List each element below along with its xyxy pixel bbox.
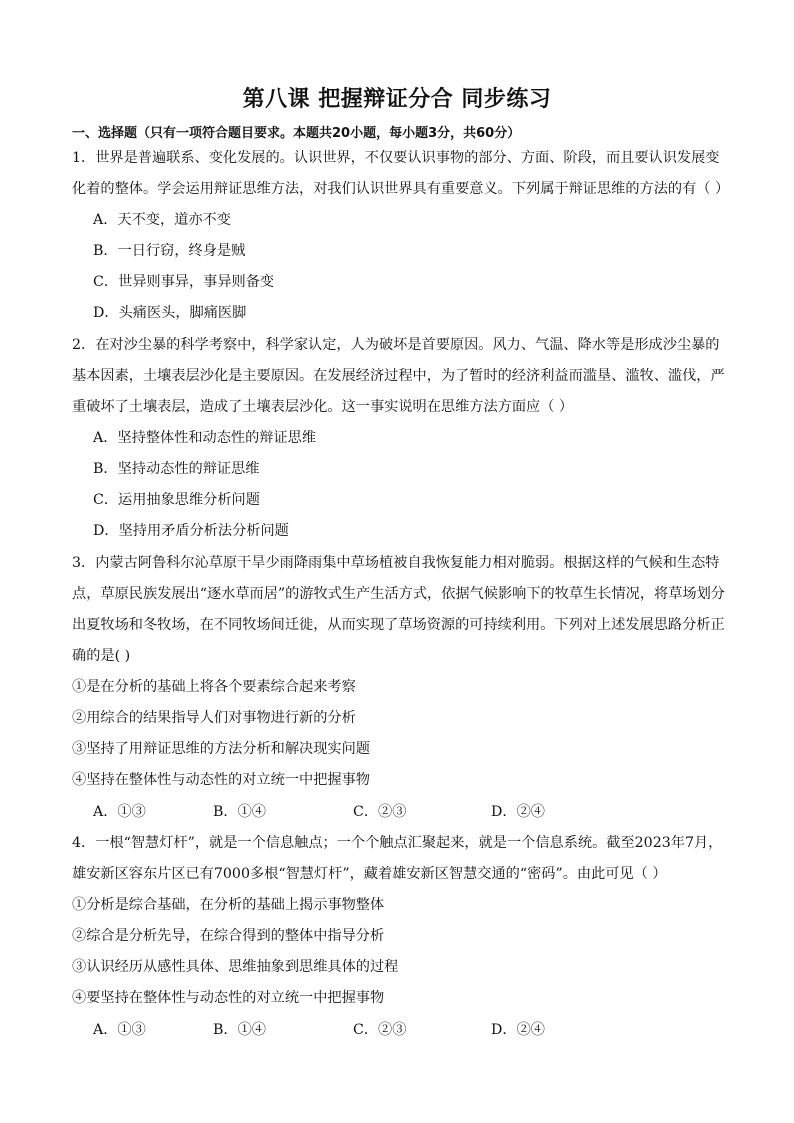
question-2-option-c: C．运用抽象思维分析问题 [93,492,260,508]
question-3-choice-d: D．②④ [491,804,545,820]
question-3-choices [93,802,713,822]
question-1-option-a: A．天不变，道亦不变 [93,212,231,228]
page-title: 第八课 把握辩证分合 同步练习 [242,87,552,112]
question-3-choice-c: C．②③ [353,804,407,820]
question-1-stem-line: 1．世界是普遍联系、变化发展的。认识世界，不仅要认识事物的部分、方面、阶段，而且要认识发展变 [72,150,720,166]
question-1-option-c: C．世异则事异，事异则备变 [93,274,275,290]
question-1-option-b: B．一日行窃，终身是贼 [93,243,246,259]
question-3-stem-line: 3．内蒙古阿鲁科尔沁草原干旱少雨降雨集中草场植被自我恢复能力相对脆弱。根据这样的气候和生态特 [72,555,720,571]
question-2-option-d: D．坚持用矛盾分析法分析问题 [93,523,289,539]
question-4-item-2: ②综合是分析先导，在综合得到的整体中指导分析 [72,928,385,944]
question-4-item-3: ③认识经历从感性具体、思维抽象到思维具体的过程 [72,959,399,975]
question-3-item-1: ①是在分析的基础上将各个要素综合起来考察 [72,679,356,695]
question-3-choice-a: A．①③ [93,804,146,820]
question-4-choices [93,1020,713,1040]
question-4-item-4: ④要坚持在整体性与动态性的对立统一中把握事物 [72,990,385,1006]
question-4-choice-c: C．②③ [353,1022,407,1038]
question-4-stem-line: 4．一根“智慧灯杆”，就是一个信息触点；一个个触点汇聚起来，就是一个信息系统。截至2023年7月， [72,835,723,851]
question-4-choice-b: B．①④ [213,1022,266,1038]
question-2-stem-line: 基本因素，土壤表层沙化是主要原因。在发展经济过程中，为了暂时的经济利益而滥垦、滥牧、滥伐，严 [72,368,725,384]
question-4-stem-line: 雄安新区容东片区已有7000多根“智慧灯杆”，藏着雄安新区智慧交通的“密码”。由此可见（ ） [72,866,667,882]
question-3-choice-b: B．①④ [213,804,266,820]
question-3-stem-line: 出夏牧场和冬牧场，在不同牧场间迁徙，从而实现了草场资源的可持续利用。下列对上述发展思路分析正 [72,617,725,633]
question-2-option-b: B．坚持动态性的辩证思维 [93,461,260,477]
question-3-stem-line: 确的是( ) [72,648,131,664]
question-4-choice-a: A．①③ [93,1022,146,1038]
question-1-stem-line: 化着的整体。学会运用辩证思维方法，对我们认识世界具有重要意义。下列属于辩证思维的方法的有（ ） [72,181,730,197]
question-2-stem-line: 重破坏了土壤表层，造成了土壤表层沙化。这一事实说明在思维方法方面应（ ） [72,399,574,415]
question-3-item-4: ④坚持在整体性与动态性的对立统一中把握事物 [72,772,370,788]
question-4-item-1: ①分析是综合基础，在分析的基础上揭示事物整体 [72,897,385,913]
question-2-option-a: A．坚持整体性和动态性的辩证思维 [93,430,317,446]
question-2-stem-line: 2．在对沙尘暴的科学考察中，科学家认定，人为破坏是首要原因。风力、气温、降水等是形成沙尘暴的 [72,337,720,353]
question-3-item-3: ③坚持了用辩证思维的方法分析和解决现实问题 [72,741,370,757]
question-1-option-d: D．头痛医头，脚痛医脚 [93,305,247,321]
section-heading: 一、选择题（只有一项符合题目要求。本题共20小题，每小题3分，共60分） [72,126,521,141]
question-4-choice-d: D．②④ [491,1022,545,1038]
question-3-stem-line: 点，草原民族发展出“逐水草而居”的游牧式生产生活方式，依据气候影响下的牧草生长情况，将草场划分 [72,586,725,602]
question-3-item-2: ②用综合的结果指导人们对事物进行新的分析 [72,710,356,726]
